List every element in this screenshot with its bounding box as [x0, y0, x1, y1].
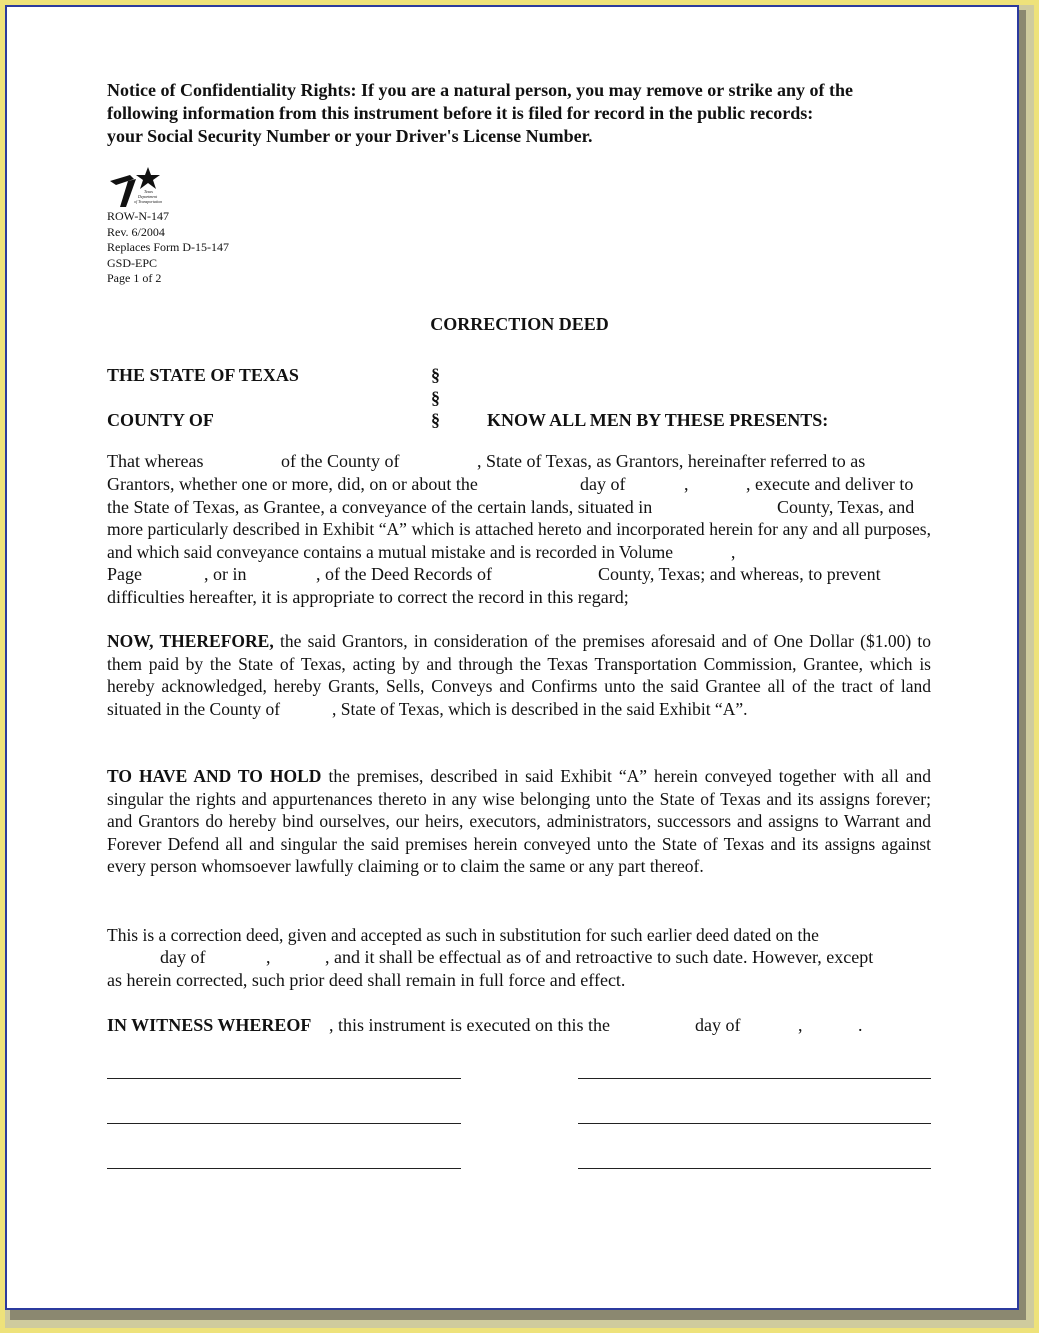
page-number: Page 1 of 2 [107, 271, 162, 285]
p1-segment: of the County of [281, 451, 400, 471]
paragraph-now-therefore [107, 630, 931, 720]
p4-line-3: as herein corrected, such prior deed shall remain in full force and effect. [107, 970, 626, 990]
p1-segment: County, Texas; and whereas, to prevent [598, 564, 881, 584]
notice-line-3: your Social Security Number or your Driver's License Number. [107, 126, 593, 146]
p1-segment: That whereas [107, 451, 204, 471]
p1-segment: , [731, 541, 736, 562]
signature-line[interactable] [578, 1123, 931, 1124]
p1-segment: , [684, 474, 689, 494]
svg-text:of Transportation: of Transportation [134, 199, 163, 204]
notice-line-2: following information from this instrument before it is filed for record in the public records: [107, 103, 814, 123]
paragraph-to-have-and-to-hold [107, 765, 931, 878]
state-label: THE STATE OF TEXAS [107, 365, 299, 385]
form-replaces: Replaces Form D-15-147 [107, 240, 229, 254]
form-number: ROW-N-147 [107, 209, 169, 223]
p1-segment: , State of Texas, as Grantors, hereinafter referred to as [477, 451, 866, 471]
p5-day-of: day of [695, 1015, 741, 1035]
form-division: GSD-EPC [107, 255, 158, 270]
county-label: COUNTY OF [107, 410, 214, 430]
know-all-men: KNOW ALL MEN BY THESE PRESENTS: [487, 410, 829, 430]
svg-text:Department: Department [138, 194, 158, 199]
p1-segment: , or in [204, 564, 247, 584]
p2-body: the said Grantors, in consideration of the premises aforesaid and of One Dollar ($1.00) to them paid by the State of Texas, acting by and through the Texas Transportation Commission, Grantee, which is hereby acknowledged, hereby Grants, Sells, Conveys and Confirms unto the said Grantee all of the tract of land situated in the County of [107, 631, 931, 719]
p4-day-of: day of [160, 947, 206, 967]
signature-line[interactable] [578, 1078, 931, 1079]
signature-line[interactable] [578, 1168, 931, 1169]
notice-line-1: Notice of Confidentiality Rights: If you are a natural person, you may remove or strike any of the [107, 80, 853, 100]
p1-segment: the State of Texas, as Grantee, a conveyance of the certain lands, situated in [107, 497, 653, 517]
p1-body [107, 518, 931, 563]
p3-body: the premises, described in said Exhibit “A” herein conveyed together with all and singular the rights and appurtenances thereto in any wise belonging unto the State of Texas and its assigns forever; and Grantors do hereby bind ourselves, our heirs, executors, administrators, successors and assigns to Warrant and Forever Defend all and singular the said premises herein conveyed unto the State of Texas and its assigns against every person whomsoever lawfully claiming or to claim the same or any part thereof. [107, 766, 932, 877]
p1-segment: Page [107, 564, 142, 584]
p2-lead: NOW, THEREFORE, [107, 631, 274, 651]
p1-segment: , of the Deed Records of [316, 564, 492, 584]
p1-segment: more particularly described in Exhibit “A” which is attached hereto and incorporated herein for any and all purposes, and which said conveyance contains a mutual mistake and is recorded in Volume [107, 519, 931, 562]
p1-segment: difficulties hereafter, it is appropriate to correct the record in this regard; [107, 587, 629, 607]
p5-period: . [858, 1015, 863, 1035]
p5-comma: , [798, 1015, 803, 1035]
p5-body: , this instrument is executed on this the [329, 1015, 610, 1035]
form-metadata [107, 209, 229, 287]
txdot-logo-icon [108, 165, 168, 209]
p3-lead: TO HAVE AND TO HOLD [107, 766, 322, 786]
p4-line-1: This is a correction deed, given and accepted as such in substitution for such earlier deed dated on the [107, 925, 819, 945]
p2-tail: , State of Texas, which is described in the said Exhibit “A”. [332, 698, 748, 719]
p1-segment: Grantors, whether one or more, did, on or about the [107, 474, 478, 494]
signature-line[interactable] [107, 1078, 461, 1079]
section-mark-2: § [431, 388, 440, 408]
section-mark-1: § [431, 365, 440, 385]
p4-rest: , and it shall be effectual as of and retroactive to such date. However, except [325, 947, 874, 967]
p1-segment: , execute and deliver to [746, 474, 914, 494]
confidentiality-notice [107, 79, 937, 148]
signature-line[interactable] [107, 1168, 461, 1169]
p1-segment: County, Texas, and [777, 497, 915, 517]
p5-lead: IN WITNESS WHEREOF [107, 1015, 312, 1035]
signature-line[interactable] [107, 1123, 461, 1124]
p4-comma: , [266, 947, 271, 967]
p1-segment: day of [580, 474, 626, 494]
section-mark-3: § [431, 410, 440, 430]
svg-text:Texas: Texas [144, 189, 153, 194]
form-revision: Rev. 6/2004 [107, 224, 165, 239]
document-title: CORRECTION DEED [430, 314, 609, 334]
